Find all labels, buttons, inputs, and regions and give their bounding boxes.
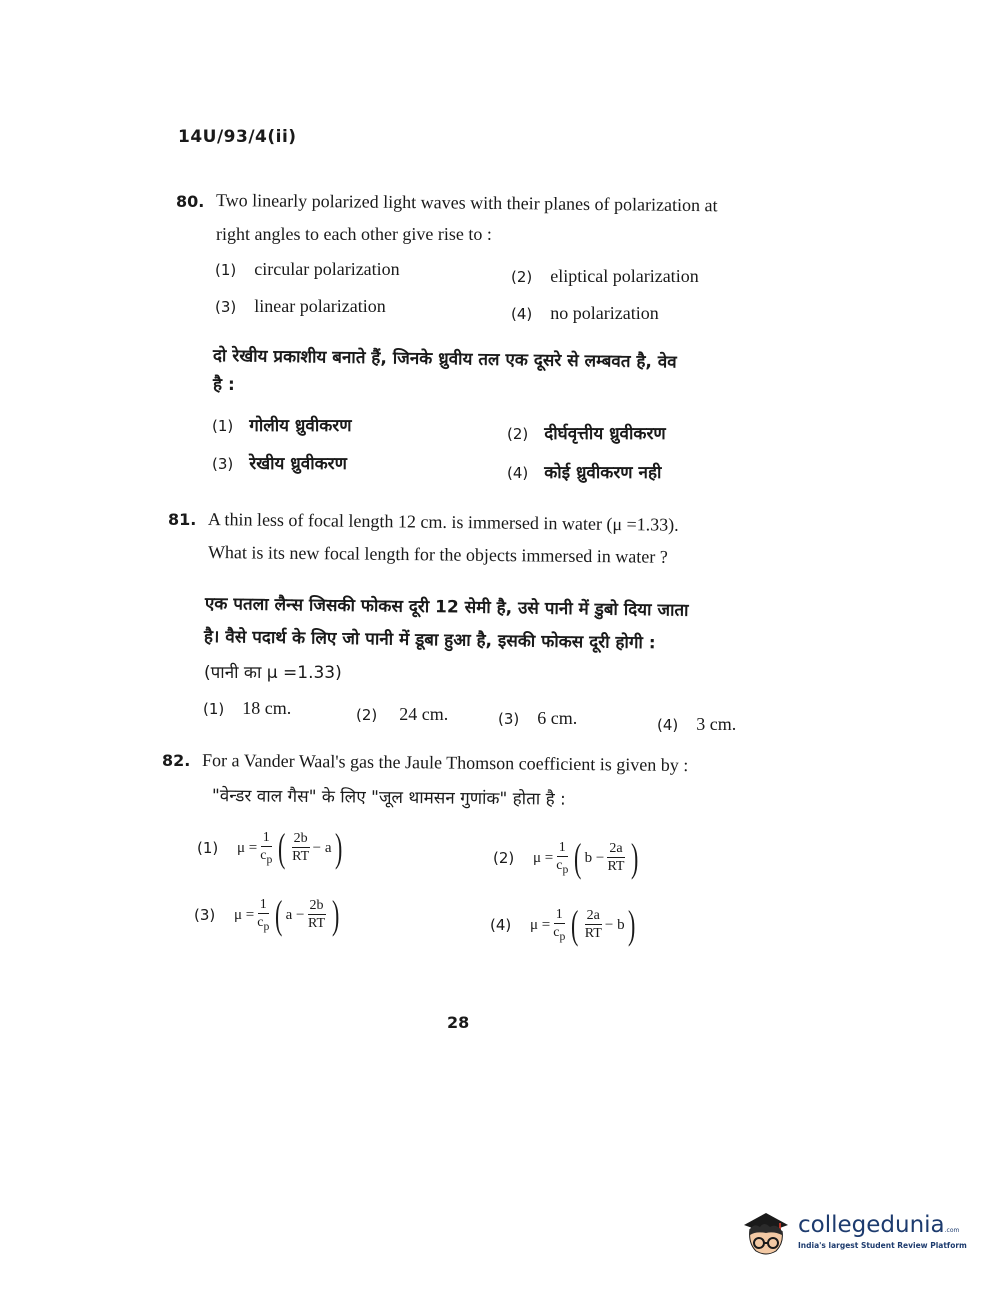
numerator: 2a (609, 841, 623, 856)
left-paren: ( (278, 825, 286, 870)
option-number: (4) (490, 916, 512, 934)
q80-hindi-option-1 (212, 413, 352, 436)
q81-option-4 (657, 714, 736, 735)
brand-block (798, 1214, 967, 1250)
post-term: − a (312, 839, 332, 856)
brand-tagline: India's largest Student Review Platform (798, 1241, 967, 1250)
q82-option-1 (197, 825, 345, 870)
option-text: 24 cm. (399, 704, 449, 724)
q80-option-1 (215, 259, 400, 280)
pre-term: b − (584, 849, 605, 866)
option-number: (1) (197, 839, 219, 857)
mu-equals: μ = (237, 839, 258, 856)
option-text: linear polarization (254, 296, 386, 316)
collegedunia-watermark (740, 1203, 967, 1261)
question-80-text-line-2: right angles to each other give rise to : (216, 224, 492, 244)
inner-fraction (308, 899, 326, 931)
q82-option-4 (490, 902, 638, 947)
option-number: (4) (657, 716, 679, 734)
option-number: (1) (203, 700, 225, 718)
option-number: (2) (511, 268, 533, 286)
option-number: (4) (507, 464, 529, 482)
denominator: $c_p$ (260, 847, 273, 866)
question-81-text-line-1: A thin less of focal length 12 cm. is immersed in water (μ =1.33). (207, 509, 679, 535)
option-text: circular polarization (254, 259, 400, 279)
option-number: (4) (511, 305, 533, 323)
one-over-cp (257, 898, 269, 932)
one-over-cp (260, 831, 272, 865)
q82-option-3 (194, 892, 342, 937)
question-82-hindi-text: "वेन्डर वाल गैस" के लिए "जूल थामसन गुणांक" होता है : (211, 786, 566, 810)
option-number: (3) (498, 710, 520, 728)
right-paren: ) (334, 825, 342, 870)
q81-option-1 (203, 698, 291, 719)
numerator: 2b (293, 831, 308, 846)
paper-code: 14U/93/4(ii) (178, 127, 297, 147)
q80-hindi-option-3 (212, 451, 347, 474)
denominator: RT (607, 859, 625, 874)
brand-name: collegedunia.com (798, 1212, 960, 1238)
q81-option-2 (356, 704, 448, 725)
pre-term: a − (285, 906, 305, 923)
right-paren: ) (331, 892, 339, 937)
inner-fraction (585, 909, 602, 941)
right-paren: ) (630, 835, 638, 880)
numerator: 1 (259, 896, 267, 912)
q80-option-2 (511, 266, 699, 287)
q80-option-4 (511, 303, 659, 324)
numerator: 2b (309, 898, 324, 913)
question-82-number: 82. (162, 751, 191, 770)
option-text: 3 cm. (696, 714, 737, 734)
question-80-hindi-line-1: दो रेखीय प्रकाशीय बनाते हैं, जिनके ध्रुवीय तल एक दूसरे से लम्बवत है, वेव (212, 346, 677, 373)
question-81-hindi-line-2: है। वैसे पदार्थ के लिए जो पानी में डूबा हुआ है, इसकी फोकस दूरी होगी : (203, 627, 656, 654)
option-text: 6 cm. (537, 708, 578, 728)
option-text: दीर्घवृत्तीय ध्रुवीकरण (544, 424, 666, 444)
option-text: 18 cm. (242, 698, 292, 718)
denominator: RT (307, 916, 326, 931)
right-paren: ) (627, 902, 635, 947)
one-over-cp (553, 908, 565, 942)
mu-equals: μ = (234, 906, 255, 923)
inner-fraction (607, 842, 624, 874)
mascot-icon (740, 1203, 792, 1261)
numerator: 1 (262, 829, 270, 845)
inner-fraction (292, 832, 310, 864)
q80-hindi-option-2 (507, 421, 666, 444)
question-82-text: For a Vander Waal's gas the Jaule Thomson coefficient is given by : (201, 750, 689, 776)
option-number: (2) (507, 425, 529, 443)
page-number: 28 (447, 1013, 470, 1032)
left-paren: ( (574, 835, 582, 880)
denominator: $c_p$ (257, 914, 270, 933)
option-text: कोई ध्रुवीकरण नही (544, 463, 662, 483)
question-80-hindi-line-2: है : (213, 375, 235, 395)
q80-option-3 (215, 296, 386, 317)
option-number: (2) (493, 849, 515, 867)
mu-equals: μ = (533, 849, 554, 866)
one-over-cp (556, 841, 568, 875)
denominator: RT (292, 849, 310, 864)
question-81-hindi-line-3: (पानी का μ =1.33) (204, 663, 342, 683)
option-number: (1) (215, 261, 237, 279)
denominator: $c_p$ (556, 857, 569, 876)
option-text: रेखीय ध्रुवीकरण (249, 454, 347, 474)
option-text: no polarization (550, 303, 659, 323)
left-paren: ( (571, 902, 579, 947)
numerator: 1 (555, 906, 563, 922)
denominator: RT (584, 926, 602, 941)
numerator: 2a (586, 908, 600, 923)
question-81-number: 81. (168, 510, 197, 529)
q82-option-2 (493, 835, 641, 880)
option-text: eliptical polarization (550, 266, 699, 286)
option-number: (3) (215, 298, 237, 316)
post-term: − b (604, 916, 625, 933)
question-80-number: 80. (176, 192, 205, 211)
option-number: (1) (212, 417, 234, 435)
left-paren: ( (275, 892, 283, 937)
option-number: (2) (356, 706, 378, 724)
option-number: (3) (212, 455, 234, 473)
q81-option-3 (498, 708, 577, 729)
question-81-text-line-2: What is its new focal length for the objects immersed in water ? (207, 542, 668, 567)
question-80-text-line-1: Two linearly polarized light waves with their planes of polarization at (215, 190, 718, 216)
mu-equals: μ = (530, 916, 551, 933)
option-number: (3) (194, 906, 216, 924)
numerator: 1 (558, 839, 566, 855)
denominator: $c_p$ (553, 924, 566, 943)
q80-hindi-option-4 (507, 460, 661, 483)
option-text: गोलीय ध्रुवीकरण (249, 416, 352, 436)
question-81-hindi-line-1: एक पतला लैन्स जिसकी फोकस दूरी 12 सेमी है, उसे पानी में डुबो दिया जाता (204, 594, 689, 621)
